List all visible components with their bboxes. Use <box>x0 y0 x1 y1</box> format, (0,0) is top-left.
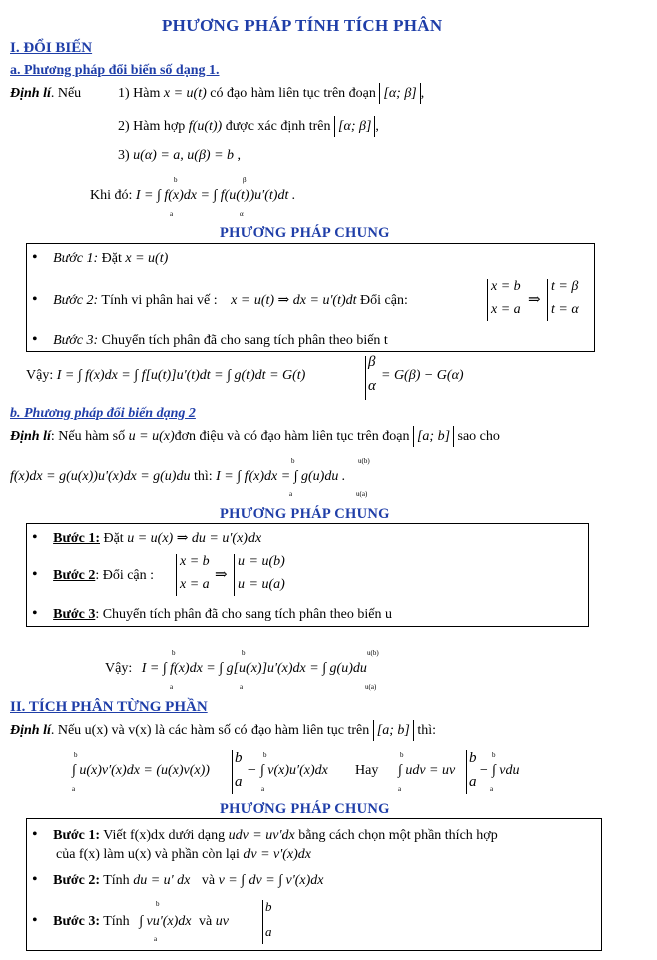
limit-upper: u(b) <box>367 649 379 657</box>
theorem-label: Định lí <box>10 429 51 444</box>
limit-upper: β <box>368 354 376 370</box>
conclusion-b-formula: I = ∫ f(x)dx = ∫ g[u(x)]u'(x)dx = ∫ g(u)du <box>141 661 367 676</box>
step-3-text: Tính <box>103 914 130 929</box>
step-1-row <box>32 826 498 844</box>
limit-lower: a <box>490 785 494 793</box>
step-2-va: và <box>201 873 216 888</box>
step-1-text2: bằng cách chọn một phần thích hợp <box>298 828 498 843</box>
theorem-b-math: u = u(x) <box>128 429 175 444</box>
step-2-math2: v = ∫ dv = ∫ v'(x)dx <box>218 873 324 888</box>
section-heading-1: I. ĐỔI BIẾN <box>10 40 93 56</box>
theorem-label: Định lí <box>10 86 51 101</box>
theorem-c-interval: [a; b] <box>373 720 414 741</box>
limit-t-alpha: t = α <box>551 302 579 317</box>
limit-upper: b <box>172 649 176 657</box>
bullet-icon: • <box>32 871 38 888</box>
step-3-text: : Chuyển tích phân đã cho sang tích phân theo biến u <box>95 607 392 622</box>
step-1-row <box>32 249 168 267</box>
limit-lower: a <box>154 935 158 943</box>
step-1-label: Bước 1: <box>53 828 100 843</box>
step-1-math: x = u(t) <box>125 251 169 266</box>
theorem-c-thi: thì: <box>417 723 436 738</box>
bullet-icon: • <box>32 291 38 308</box>
step-2-text: Tính <box>103 873 130 888</box>
condition-1-prefix: 1) Hàm <box>118 86 161 101</box>
limit-lower: a <box>469 774 477 790</box>
conclusion-b <box>105 661 367 677</box>
condition-1-text: có đạo hàm liên tục trên đoạn <box>210 86 376 101</box>
limit-lower: u(a) <box>365 683 377 691</box>
step-3-math: ∫ vu'(x)dx <box>139 914 192 929</box>
step-1-line2 <box>56 847 311 863</box>
limit-upper: b <box>492 751 496 759</box>
section-heading-2: II. TÍCH PHÂN TỪNG PHẦN <box>10 699 208 715</box>
bullet-icon: • <box>32 912 38 929</box>
limit-u-b: u = u(b) <box>238 554 285 569</box>
step-3-row <box>32 912 229 930</box>
limit-upper: b <box>156 900 160 908</box>
evaluation-bar <box>232 750 233 794</box>
evaluation-bar <box>262 900 263 944</box>
khi-do-formula: I = ∫ f(x)dx = ∫ f(u(t))u′(t)dt . <box>135 188 296 203</box>
limit-lower: a <box>398 785 402 793</box>
limit-lower: a <box>72 785 76 793</box>
theorem-b-text: : Nếu hàm số <box>50 429 126 444</box>
limit-upper: u(b) <box>358 457 370 465</box>
step-1-line2-math: dv = v'(x)dx <box>243 847 311 862</box>
condition-3-math: u(α) = a, u(β) = b <box>133 148 235 163</box>
theorem-c-text: . Nếu u(x) và v(x) là các hàm số có đạo hàm liên tục trên <box>50 723 370 738</box>
limit-x-a: x = a <box>180 577 210 592</box>
condition-1: 1) Hàm x = u(t) có đạo hàm liên tục trên đoạn [α; β] , <box>118 86 424 102</box>
theorem-b-thi: thì: <box>193 469 213 484</box>
condition-2-interval: [α; β] <box>334 116 375 137</box>
khi-do-line <box>90 188 295 204</box>
subsection-heading-b: b. Phương pháp đổi biến dạng 2 <box>10 406 196 421</box>
limit-lower: α <box>240 210 244 218</box>
step-1-math: udv = uv′dx <box>228 828 295 843</box>
theorem-b-text3: sao cho <box>457 429 500 444</box>
limit-t-beta: t = β <box>551 279 579 294</box>
step-3-uv: uv <box>215 914 229 929</box>
method-heading-1: PHƯƠNG PHÁP CHUNG <box>220 225 390 241</box>
step-3-label: Bước 3: <box>53 914 100 929</box>
step-1-line2-text: của f(x) làm u(x) và phần còn lại <box>56 847 240 862</box>
page-title: PHƯƠNG PHÁP TÍNH TÍCH PHÂN <box>162 16 443 35</box>
bracket-bar <box>176 554 177 596</box>
condition-1-interval: [α; β] <box>379 83 420 104</box>
bracket-bar <box>547 279 548 321</box>
limit-lower: α <box>368 378 376 394</box>
step-2-row <box>32 566 154 584</box>
condition-1-math: x = u(t) <box>163 86 207 101</box>
evaluation-bar <box>466 750 467 794</box>
limit-upper: b <box>291 457 295 465</box>
method-heading-3: PHƯƠNG PHÁP CHUNG <box>220 801 390 817</box>
step-3-label: Bước 3: <box>53 333 99 348</box>
theorem-b-line1 <box>10 429 500 445</box>
conclusion-a-formula: I = ∫ f(x)dx = ∫ f[u(t)]u'(t)dt = ∫ g(t)dt = G(t) <box>56 368 306 383</box>
step-2-row <box>32 871 324 889</box>
step-1-text: Đặt <box>101 251 122 266</box>
limit-x-a: x = a <box>491 302 521 317</box>
evaluation-bar <box>365 356 366 400</box>
conclusion-label: Vậy: <box>105 661 133 676</box>
theorem-a-line1 <box>10 86 81 102</box>
step-3-text: Chuyển tích phân đã cho sang tích phân theo biến t <box>101 333 388 348</box>
limit-upper: b <box>242 649 246 657</box>
bracket-bar <box>234 554 235 596</box>
theorem-label: Định lí <box>10 723 51 738</box>
step-3-va: và <box>198 914 213 929</box>
limit-lower: a <box>289 490 293 498</box>
bullet-icon: • <box>32 249 38 266</box>
limit-lower: a <box>170 683 174 691</box>
parts-formula-right2: − ∫ vdu <box>479 763 520 778</box>
limit-upper: b <box>469 750 477 766</box>
limit-lower: a <box>235 774 243 790</box>
bullet-icon: • <box>32 605 38 622</box>
parts-formula-mid: − ∫ v(x)u′(x)dx <box>247 763 328 778</box>
method-heading-2: PHƯƠNG PHÁP CHUNG <box>220 506 390 522</box>
limit-u-a: u = u(a) <box>238 577 285 592</box>
limit-upper: b <box>174 176 178 184</box>
limit-upper: b <box>74 751 78 759</box>
condition-3: 3) u(α) = a, u(β) = b , <box>118 148 242 163</box>
limit-lower: a <box>240 683 244 691</box>
limit-x-b: x = b <box>180 554 210 569</box>
step-3-row <box>32 605 392 623</box>
step-3-row <box>32 331 388 349</box>
limit-upper: b <box>265 899 272 914</box>
step-2-math: x = u(t) ⇒ dx = u'(t)dt <box>231 293 357 308</box>
subsection-heading-a: a. Phương pháp đổi biến số dạng 1. <box>10 63 220 78</box>
condition-2-prefix: 2) Hàm hợp <box>118 119 186 134</box>
bullet-icon: • <box>32 826 38 843</box>
step-1-text: Đặt <box>103 531 124 546</box>
conclusion-a <box>26 368 305 384</box>
theorem-b-line2-math: f(x)dx = g(u(x))u'(x)dx = g(u)du <box>10 469 191 484</box>
limit-lower: u(a) <box>356 490 368 498</box>
step-2-math: du = u' dx <box>133 873 191 888</box>
limit-upper: b <box>235 750 243 766</box>
bullet-icon: • <box>32 566 38 583</box>
step-2-text: : Đổi cận : <box>95 568 155 583</box>
khi-do-label: Khi đó: <box>90 188 133 203</box>
limit-lower: a <box>265 924 272 939</box>
implies-icon: ⇒ <box>215 567 228 583</box>
bullet-icon: • <box>32 529 38 546</box>
step-3-label: Bước 3 <box>53 607 96 622</box>
theorem-c-line <box>10 723 436 739</box>
theorem-b-line2-formula: I = ∫ f(x)dx = ∫ g(u)du . <box>216 469 346 484</box>
step-2-label: Bước 2: <box>53 293 99 308</box>
step-1-text: Viết f(x)dx dưới dạng <box>103 828 226 843</box>
doi-can-label: Đổi cận: <box>360 293 408 308</box>
hay-text: Hay <box>355 763 379 778</box>
bracket-bar <box>487 279 488 321</box>
step-2-row <box>32 291 408 309</box>
limit-upper: b <box>400 751 404 759</box>
limit-x-b: x = b <box>491 279 521 294</box>
condition-2: 2) Hàm hợp f(u(t)) được xác định trên [α; β] , <box>118 119 379 135</box>
theorem-b-text2: đơn điệu và có đạo hàm liên tục trên đoạn <box>174 429 410 444</box>
theorem-b-line2 <box>10 469 345 485</box>
step-2-label: Bước 2: <box>53 873 100 888</box>
conclusion-a-result: = G(β) − G(α) <box>381 368 464 383</box>
step-1-row <box>32 529 261 547</box>
theorem-a-text: . Nếu <box>50 86 82 101</box>
conclusion-label: Vậy: <box>26 368 54 383</box>
condition-2-math: f(u(t)) <box>188 119 223 134</box>
parts-formula-right: ∫ udv = uv <box>398 763 456 778</box>
step-1-label: Bước 1: <box>53 251 99 266</box>
step-1-label: Bước 1: <box>53 531 100 546</box>
step-2-text: Tính vi phân hai vế : <box>101 293 218 308</box>
step-1-math: u = u(x) ⇒ du = u′(x)dx <box>127 531 262 546</box>
step-2-label: Bước 2 <box>53 568 96 583</box>
limit-lower: a <box>170 210 174 218</box>
limit-lower: a <box>261 785 265 793</box>
condition-2-text: được xác định trên <box>225 119 331 134</box>
bullet-icon: • <box>32 331 38 348</box>
theorem-b-interval: [a; b] <box>413 426 454 447</box>
parts-formula-left: ∫ u(x)v′(x)dx = (u(x)v(x)) <box>72 763 210 778</box>
implies-icon: ⇒ <box>528 292 541 308</box>
limit-upper: b <box>263 751 267 759</box>
limit-upper: β <box>243 176 247 184</box>
condition-3-prefix: 3) <box>118 148 130 163</box>
